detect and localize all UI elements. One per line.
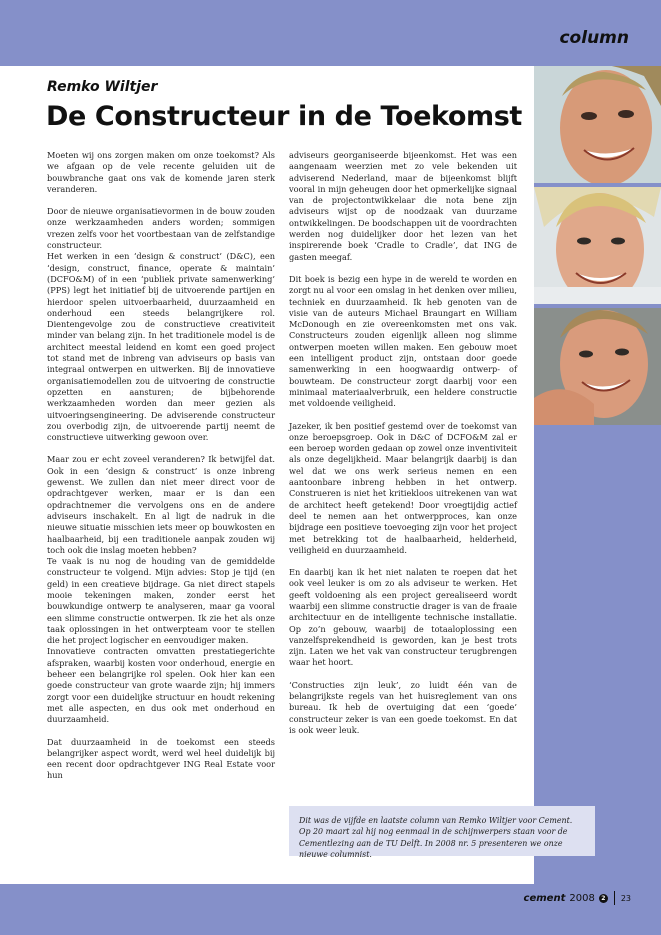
paragraph: Het werken in een ‘design & construct’ (D&C), een ‘design, construct, finance, operate & maintain’ (DCFO&M) of in een ‘publiek private samenwerking’ (PPS) legt het initiatief bij de uitvoerende partijen en hierdoor spelen uitvoerbaarheid, duurzaamheid en onderhoud een steeds belangrijkere rol. Dientengevolge zou de constructieve creativiteit minder van belang zijn. In het traditionele model is de architect meestal leidend en komt een goed project tot stand met de inbreng van adviseurs op basis van integraal ontwerpen en uitwerken. Bij de innovatieve organisatiemodellen zou de uitvoering de constructie opzetten en aansturen; de bijbehorende werkzaamheden worden dan meer gezien als uitvoeringsengineering. De adviserende constructeur zou overbodig zijn, de uitvoerende partij neemt de constructieve uitwerking gewoon over.	[47, 251, 275, 443]
text-column-right	[289, 150, 517, 747]
editorial-note: Dit was de vijfde en laatste column van Remko Wiltjer voor Cement. Op 20 maart zal hij nog eenmaal in de schijnwerpers staan voor de Cementlezing aan de TU Delft. In 2008 nr. 5 presenteren we onze nieuwe columnist.	[289, 806, 595, 856]
footer-divider	[614, 891, 615, 905]
author-photo-3	[534, 308, 661, 425]
page-footer	[524, 891, 631, 905]
paragraph: Door de nieuwe organisatievormen in de bouw zouden onze werkzaamheden anders worden; sommigen vrezen zelfs voor het voortbestaan van de zelfstandige constructeur.	[47, 206, 275, 251]
paragraph: Innovatieve contracten omvatten prestatiegerichte afspraken, waarbij kosten voor onderhoud, energie en beheer een belangrijke rol spelen. Ook hier kan een goede constructeur van grote waarde zijn; hij immers zorgt voor een duidelijke structuur en houdt rekening met alle aspecten, en dus ook met onderhoud en duurzaamheid.	[47, 646, 275, 725]
section-label: column	[559, 28, 629, 48]
issue-badge: 2	[599, 894, 608, 903]
paragraph: Maar zou er echt zoveel veranderen? Ik betwijfel dat. Ook in een ‘design & construct’ is onze inbreng gewenst. We zullen dan niet meer direct voor de opdrachtgever werken, maar er is dan een opdrachtnemer die vervolgens ons en de andere adviseurs inschakelt. En al ligt de nadruk in die nieuwe situatie misschien iets meer op bouwkosten en haalbaarheid, bij een traditionele aanpak zouden wij toch ook die inslag moeten hebben?	[47, 454, 275, 555]
paragraph: adviseurs georganiseerde bijeenkomst. Het was een aangenaam weerzien met zo vele bekenden uit adviserend Nederland, maar de bijeenkomst blijft vooral in mijn geheugen door het opmerkelijke signaal van de projectontwikkelaar die nota bene zijn adviseurs wijst op de noodzaak van duurzame ontwikkelingen. De boodschappen uit de voordrachten werden nog duidelijker door het lezen van het inspirerende boek ‘Cradle to Cradle’, dat ING de gasten meegaf.	[289, 150, 517, 262]
paragraph: Moeten wij ons zorgen maken om onze toekomst? Als we afgaan op de vele recente geluiden uit de bouwbranche gaat ons vak de komende jaren sterk veranderen.	[47, 150, 275, 194]
paragraph: Dit boek is bezig een hype in de wereld te worden en zorgt nu al voor een omslag in het denken over milieu, techniek en duurzaamheid. Ik heb genoten van de visie van de auteurs Michael Braungart en William McDonough en zie overeenkomsten met ons vak. Constructeurs zouden eigenlijk alleen nog slimme ontwerpen moeten willen maken. Een gebouw moet een intelligent product zijn, ontstaan door goede samenwerking in een hoogwaardig ontwerp- of bouwteam. De constructeur zorgt daarbij voor een minimaal materiaalverbruik, een heldere constructie met voldoende veiligheid.	[289, 273, 517, 409]
magazine-name: cement	[523, 892, 566, 904]
author-photo-2	[534, 187, 661, 304]
paragraph: ‘Constructies zijn leuk’, zo luidt één van de belangrijkste regels van het huisreglement van ons bureau. Ik heb de overtuiging dat een ‘goede’ constructeur zeker is van een goede toekomst. En dat is ook weer leuk.	[289, 679, 517, 735]
paragraph: Te vaak is nu nog de houding van de gemiddelde constructeur te volgend. Mijn advies: Stop je tijd (en geld) in een creatieve bijdrage. Ga niet direct stapels mooie tekeningen maken, zonder eerst het bouwkundige ontwerp te analyseren, maar ga vooral een slimme constructie ontwerpen. Ik zie het als onze taak oplossingen in het ontwerpteam voor te stellen die het project logischer en eenvoudiger maken.	[47, 556, 275, 646]
author-photo-1	[534, 66, 661, 183]
paragraph: En daarbij kan ik het niet nalaten te roepen dat het ook veel leuker is om zo als adviseur te werken. Het geeft voldoening als een project gerealiseerd wordt waarbij een slimme constructie drager is van de fraaie architectuur en de intelligente technische installatie. Op zo’n gebouw, waarbij de totaaloplossing een vanzelfsprekendheid is geworden, kan je best trots zijn. Laten we het vak van constructeur terugbrengen waar het hoort.	[289, 567, 517, 668]
page-number: 23	[620, 893, 631, 903]
top-banner	[0, 0, 661, 66]
paragraph: Dat duurzaamheid in de toekomst een steeds belangrijker aspect wordt, werd wel heel duidelijk bij een recent door opdrachtgever ING Real Estate voor hun	[47, 736, 275, 781]
magazine-year: 2008	[569, 892, 595, 904]
author-photo-strip	[534, 66, 661, 426]
article-title: De Constructeur in de Toekomst	[46, 101, 522, 132]
author-name: Remko Wiltjer	[47, 79, 158, 95]
paragraph: Jazeker, ik ben positief gestemd over de toekomst van onze beroepsgroep. Ook in D&C of DCFO&M zal er een beroep worden gedaan op zowel onze inventiviteit als onze degelijkheid. Maar belangrijk daarbij is dan wel dat we ons werk serieus nemen en een aantoonbare inbreng hebben in het ontwerp. Construeren is niet het kritiekloos uitrekenen van wat de architect heeft getekend! Door vroegtijdig actief deel te nemen aan het ontwerpproces, kan onze bijdrage een positieve toevoeging zijn voor het project met betrekking tot de haalbaarheid, helderheid, veiligheid en duurzaamheid.	[289, 420, 517, 555]
text-column-left	[47, 150, 275, 793]
